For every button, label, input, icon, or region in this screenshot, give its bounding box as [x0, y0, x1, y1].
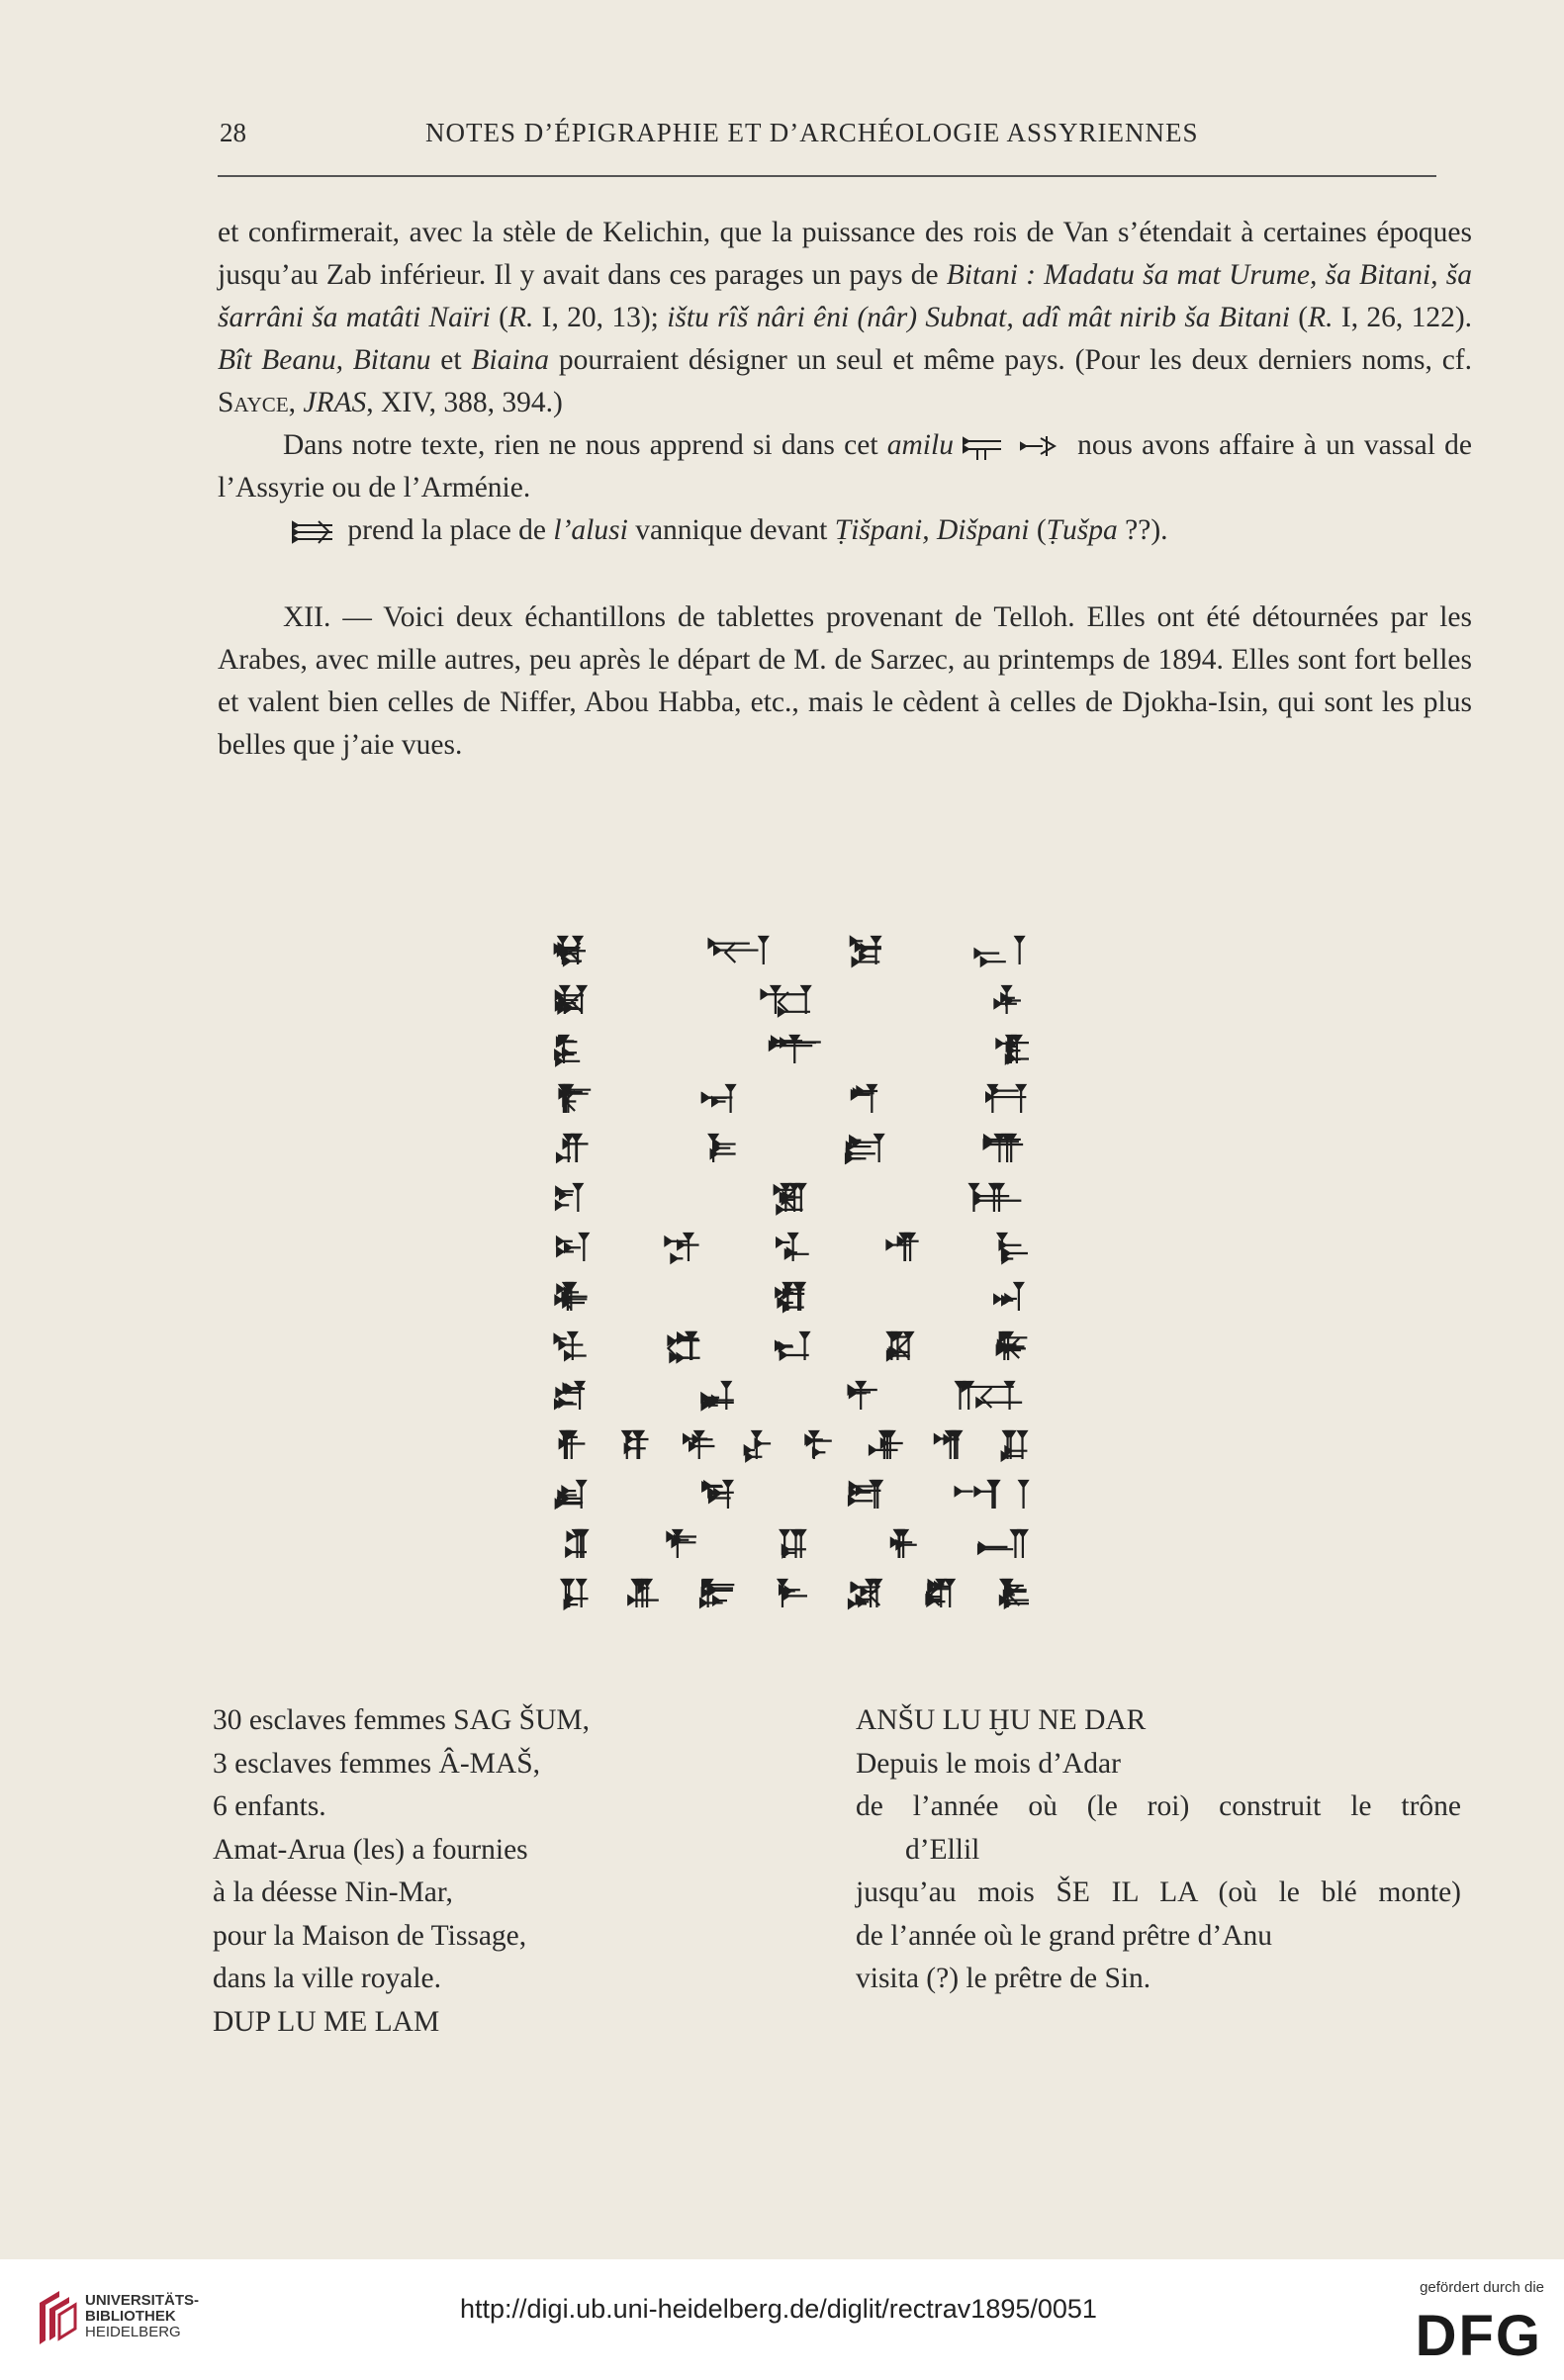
italic-text: Biaina [471, 344, 550, 376]
cuneiform-sign-icon [775, 1184, 805, 1214]
cuneiform-sign-icon [849, 1580, 880, 1607]
tablet-line [560, 1085, 1027, 1113]
cuneiform-sign-icon [700, 1580, 734, 1607]
cuneiform-sign-icon [986, 1085, 1026, 1113]
cuneiform-sign-icon [667, 1530, 696, 1558]
cuneiform-sign-icon [870, 1431, 903, 1459]
translation-line: pour la Maison de Tissage, [213, 1919, 527, 1952]
cuneiform-sign-icon [891, 1530, 917, 1558]
italic-text: Bitani : Madatu ša mat Urume, ša Bitani, ša šarrâni ša matâti Naïri [218, 259, 1472, 333]
cuneiform-sign-icon [556, 1184, 582, 1212]
text-run: et [430, 344, 472, 376]
cuneiform-sign-b-icon [1017, 432, 1062, 462]
cuneiform-sign-icon [684, 1431, 714, 1459]
small-caps-text: Sayce [218, 387, 289, 418]
cuneiform-sign-icon [560, 1431, 586, 1459]
paragraph [218, 212, 1472, 424]
cuneiform-sign-icon [781, 1530, 806, 1558]
translation-line: DUP LU ME LAM [213, 2005, 440, 2038]
page-number: 28 [220, 118, 246, 147]
library-name: UNIVERSITÄTS- BIBLIOTHEK HEIDELBERG [85, 2292, 200, 2340]
cuneiform-sign-c-icon [289, 517, 334, 547]
italic-text: l’alusi [553, 514, 628, 546]
translation-line: jusqu’au mois ŠE IL LA (où le blé monte) [856, 1877, 1461, 1908]
text-run: ( [1289, 302, 1309, 333]
cuneiform-sign-icon [957, 1382, 1023, 1410]
translation-left-column [213, 1699, 806, 2044]
cuneiform-sign-icon [846, 1135, 883, 1162]
translation-line: d’Ellil [905, 1833, 980, 1866]
cuneiform-sign-icon [849, 1382, 877, 1410]
permalink-url[interactable]: http://digi.ub.uni-heidelberg.de/diglit/rectrav1895/0051 [460, 2294, 1097, 2324]
italic-text: ištu rîš nâri êni (nâr) Subnat, adî mât nirib ša Bitani [667, 302, 1290, 333]
cuneiform-sign-icon [779, 1580, 807, 1607]
text-run: prend la place de [340, 514, 554, 546]
dfg-logo: DFG [1415, 2304, 1542, 2368]
cuneiform-sign-icon [849, 1481, 881, 1509]
cuneiform-sign-icon [702, 1481, 734, 1509]
italic-text: R. [1308, 302, 1334, 333]
cuneiform-sign-a-icon [960, 432, 1005, 462]
cuneiform-sign-icon [628, 1580, 659, 1607]
cuneiform-sign-icon [555, 1283, 587, 1311]
translation-line: 6 enfants. [213, 1790, 326, 1822]
text-run: ??). [1117, 514, 1168, 546]
tablet-line [566, 1530, 1027, 1558]
paragraph [218, 509, 1472, 552]
cuneiform-sign-icon [701, 1382, 734, 1410]
cuneiform-sign-icon [557, 1135, 588, 1162]
cuneiform-sign-icon [555, 1382, 585, 1410]
translation-line: 3 esclaves femmes Â-MAŠ, [213, 1747, 540, 1780]
tablet-line [560, 1431, 1028, 1461]
text-run: XII. — Voici deux échantillons de tablettes provenant de Telloh. Elles ont été détournées par les Arabes, avec mille autres, peu après le départ de M. de Sarzec, au printemps de 1894. Elles sont fort belles et valent bien celles de Niffer, Abou Habba, etc., mais le cèdent à celles de Djokha-Isin, qui sont les plus belles que j’aie vues. [218, 601, 1472, 761]
cuneiform-sign-icon [984, 1135, 1024, 1162]
translation-line: à la déesse Nin-Mar, [213, 1877, 453, 1908]
text-run: nous avons affaire à un vassal de l’Assyrie ou de l’Arménie. [218, 429, 1473, 503]
tablet-line [556, 1184, 1021, 1214]
tablet-line [556, 1481, 1028, 1509]
cuneiform-sign-icon [1000, 1580, 1029, 1607]
cuneiform-tablet-figure [534, 915, 1049, 1627]
tablet-line [556, 986, 1021, 1016]
cuneiform-sign-icon [926, 1580, 954, 1607]
funding-note: gefördert durch die [1420, 2279, 1544, 2296]
text-run: , XIV, 388, 394.) [366, 387, 563, 418]
italic-text: Ṭušpa [1046, 514, 1118, 546]
text-run: , [288, 387, 304, 418]
italic-text: Ṭišpani, Dišpani [834, 514, 1030, 546]
tablet-line [555, 1036, 1029, 1065]
running-title: NOTES D’ÉPIGRAPHIE ET D’ARCHÉOLOGIE ASSYRIENNES [425, 118, 1199, 147]
translation-line: de l’année où (le roi) construit le trône [856, 1790, 1461, 1822]
cuneiform-sign-icon [975, 937, 1024, 965]
cuneiform-sign-icon [852, 1085, 877, 1113]
tablet-line [557, 1135, 1023, 1162]
translation-line: Depuis le mois d’Adar [856, 1747, 1121, 1780]
cuneiform-sign-icon [851, 937, 881, 965]
text-run: pourraient désigner un seul et même pays. (Pour les deux derniers noms, cf. [549, 344, 1472, 376]
cuneiform-sign-icon [994, 1283, 1023, 1311]
header-rule [218, 175, 1436, 177]
translation-line: dans la ville royale. [213, 1963, 442, 1994]
cuneiform-sign-icon [935, 1431, 962, 1459]
cuneiform-sign-icon [555, 1332, 587, 1360]
cuneiform-sign-icon [777, 1234, 809, 1261]
cuneiform-sign-icon [994, 986, 1020, 1014]
tablet-line [557, 1234, 1028, 1263]
body-text [218, 212, 1472, 767]
cuneiform-sign-icon [1002, 1431, 1028, 1460]
ub-heidelberg-logo [36, 2289, 79, 2348]
italic-text: R. [507, 302, 534, 333]
cuneiform-sign-icon [997, 1332, 1028, 1360]
cuneiform-sign-icon [668, 1332, 699, 1362]
text-run: et confirmerait, avec la stèle de Kelichin, que la puissance des rois de Van s’étendait à certaines époques jusqu’au Zab inférieur. Il y avait dans ces parages un pays de [218, 217, 1472, 291]
translation-line: 30 esclaves femmes SAG ŠUM, [213, 1704, 590, 1736]
cuneiform-sign-icon [998, 1234, 1028, 1263]
tablet-line [555, 1283, 1022, 1312]
cuneiform-sign-icon [665, 1234, 698, 1262]
text-run: I, 20, 13); [533, 302, 668, 333]
cuneiform-sign-icon [556, 986, 586, 1014]
tablet-line [555, 937, 1024, 965]
italic-text: amilu [886, 429, 954, 461]
tablet-line [555, 1332, 1028, 1362]
italic-text: JRAS [303, 387, 367, 418]
translation-line: visita (?) le prêtre de Sin. [856, 1963, 1151, 1994]
translation-line: Amat-Arua (les) a fournies [213, 1833, 528, 1866]
cuneiform-sign-icon [557, 1234, 588, 1261]
italic-text: Bît Beanu, Bitanu [218, 344, 431, 376]
paragraph [218, 596, 1472, 767]
cuneiform-sign-icon [556, 1481, 586, 1509]
cuneiform-sign-icon [562, 1580, 589, 1608]
cuneiform-sign-icon [886, 1234, 918, 1261]
cuneiform-sign-icon [709, 1135, 735, 1162]
tablet-line [562, 1580, 1029, 1608]
cuneiform-sign-icon [996, 1036, 1029, 1063]
text-run: vannique devant [627, 514, 835, 546]
cuneiform-sign-icon [555, 1036, 580, 1065]
text-run: ( [1029, 514, 1047, 546]
cuneiform-sign-icon [702, 1085, 735, 1113]
cuneiform-sign-icon [623, 1431, 649, 1459]
text-run: I, 26, 122). [1333, 302, 1473, 333]
tablet-line [555, 1382, 1022, 1410]
cuneiform-sign-icon [956, 1481, 1028, 1509]
cuneiform-sign-icon [887, 1332, 913, 1360]
translation-line: de l’année où le grand prêtre d’Anu [856, 1919, 1273, 1952]
cuneiform-sign-icon [762, 986, 810, 1016]
running-header [218, 114, 1434, 153]
cuneiform-sign-icon [566, 1530, 587, 1558]
digitization-footer [0, 2259, 1564, 2380]
cuneiform-sign-icon [555, 937, 586, 965]
cuneiform-sign-icon [969, 1184, 1021, 1212]
cuneiform-sign-icon [745, 1431, 771, 1461]
cuneiform-sign-icon [978, 1530, 1027, 1558]
cuneiform-sign-icon [770, 1036, 821, 1063]
translation-right-column [856, 1699, 1461, 2001]
cuneiform-sign-icon [560, 1085, 592, 1113]
cuneiform-sign-icon [776, 1283, 804, 1312]
cuneiform-sign-icon [805, 1431, 831, 1459]
cuneiform-sign-icon [709, 937, 768, 964]
cuneiform-sign-icon [776, 1332, 809, 1360]
text-run: Dans notre texte, rien ne nous apprend si dans cet [283, 429, 887, 461]
text-run: ( [490, 302, 508, 333]
paragraph [218, 424, 1472, 509]
translation-line: ANŠU LU ḪU NE DAR [856, 1704, 1147, 1736]
